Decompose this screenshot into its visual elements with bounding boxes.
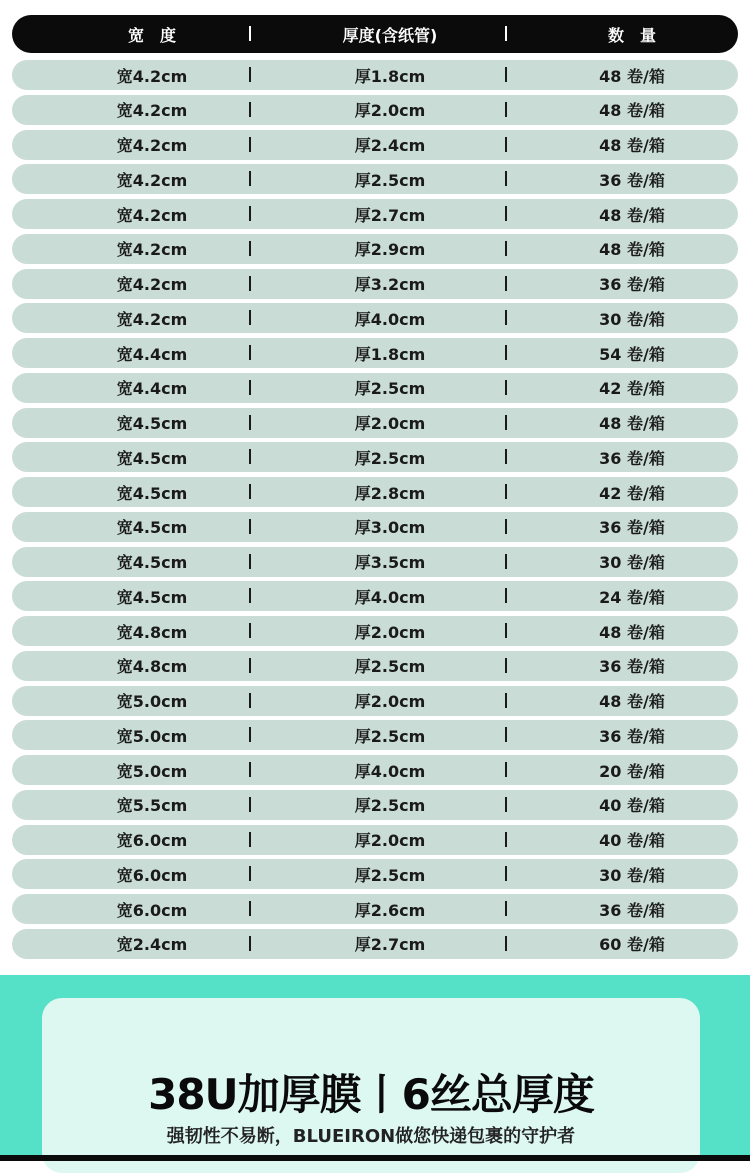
- table-row: [12, 616, 738, 646]
- cell-width: 宽4.2cm: [116, 275, 188, 294]
- cell-width: 宽5.0cm: [116, 692, 188, 711]
- table-row: [12, 408, 738, 438]
- cell-thickness: 厚2.8cm: [354, 483, 426, 503]
- column-divider: [505, 519, 507, 534]
- cell-thickness: 厚3.5cm: [354, 553, 426, 572]
- table-row: [12, 581, 738, 611]
- cell-thickness: 厚4.0cm: [354, 587, 426, 607]
- cell-quantity: 40 卷/箱: [599, 796, 665, 816]
- cell-quantity: 36 卷/箱: [599, 170, 665, 190]
- column-divider: [249, 901, 251, 916]
- cell-thickness: 厚2.9cm: [354, 240, 426, 260]
- promo-card: [42, 998, 700, 1173]
- cell-width: 宽4.2cm: [116, 66, 188, 86]
- cell-quantity: 42 卷/箱: [599, 483, 665, 503]
- column-divider: [505, 658, 507, 673]
- cell-quantity: 42 卷/箱: [599, 379, 665, 399]
- column-divider: [505, 241, 507, 256]
- column-divider: [249, 415, 251, 430]
- column-divider: [249, 727, 251, 742]
- cell-thickness: 厚2.5cm: [354, 726, 426, 746]
- cell-width: 宽4.5cm: [116, 448, 188, 468]
- cell-thickness: 厚2.7cm: [354, 935, 426, 955]
- column-divider: [249, 310, 251, 325]
- column-divider: [249, 206, 251, 221]
- cell-thickness: 厚2.4cm: [354, 136, 426, 155]
- column-divider: [505, 901, 507, 916]
- cell-thickness: 厚3.2cm: [354, 275, 426, 294]
- table-row: [12, 442, 738, 472]
- column-divider: [505, 623, 507, 638]
- cell-width: 宽4.4cm: [116, 344, 188, 364]
- cell-width: 宽4.2cm: [116, 309, 188, 329]
- table-row: [12, 303, 738, 333]
- column-divider: [249, 693, 251, 708]
- cell-width: 宽5.0cm: [116, 726, 188, 746]
- cell-width: 宽4.5cm: [116, 518, 188, 538]
- cell-width: 宽5.5cm: [116, 796, 188, 816]
- cell-width: 宽4.2cm: [116, 170, 188, 190]
- cell-thickness: 厚2.5cm: [354, 796, 426, 816]
- column-divider: [249, 762, 251, 777]
- column-divider: [249, 936, 251, 951]
- cell-width: 宽4.8cm: [116, 622, 188, 642]
- cell-quantity: 20 卷/箱: [599, 761, 665, 781]
- table-row: [12, 651, 738, 681]
- column-divider: [249, 137, 251, 152]
- table-row: [12, 199, 738, 229]
- cell-thickness: 厚2.5cm: [354, 657, 426, 677]
- table-row: [12, 338, 738, 368]
- cell-quantity: 30 卷/箱: [599, 309, 665, 329]
- column-divider: [505, 137, 507, 152]
- cell-thickness: 厚2.5cm: [354, 865, 426, 885]
- cell-thickness: 厚3.0cm: [354, 518, 426, 538]
- table-row: [12, 790, 738, 820]
- table-row: [12, 512, 738, 542]
- column-divider: [249, 832, 251, 847]
- cell-width: 宽4.2cm: [116, 240, 188, 260]
- cell-thickness: 厚2.7cm: [354, 205, 426, 225]
- column-divider: [505, 171, 507, 186]
- table-row: [12, 929, 738, 959]
- cell-width: 宽6.0cm: [116, 831, 188, 850]
- cell-width: 宽4.4cm: [116, 379, 188, 399]
- promo-subline: 强韧性不易断，BLUEIRON做您快递包裹的守护者: [166, 1126, 576, 1147]
- cell-quantity: 54 卷/箱: [599, 344, 665, 364]
- table-header: [12, 15, 738, 53]
- cell-thickness: 厚2.5cm: [354, 379, 426, 399]
- column-divider: [505, 484, 507, 499]
- cell-quantity: 24 卷/箱: [599, 587, 665, 607]
- column-divider: [249, 588, 251, 603]
- bottom-strip: [0, 1155, 750, 1161]
- cell-width: 宽2.4cm: [116, 935, 188, 955]
- column-divider: [505, 310, 507, 325]
- cell-quantity: 36 卷/箱: [599, 448, 665, 468]
- column-divider: [505, 449, 507, 464]
- column-divider: [249, 276, 251, 291]
- column-divider: [249, 623, 251, 638]
- promo-headline: 38U加厚膜丨6丝总厚度: [148, 1070, 594, 1119]
- cell-quantity: 36 卷/箱: [599, 726, 665, 746]
- column-divider: [505, 797, 507, 812]
- cell-width: 宽5.0cm: [116, 761, 188, 781]
- column-divider: [505, 832, 507, 847]
- cell-quantity: 48 卷/箱: [599, 414, 665, 433]
- cell-width: 宽4.2cm: [116, 205, 188, 225]
- column-divider: [505, 380, 507, 395]
- table-row: [12, 859, 738, 889]
- column-divider: [249, 554, 251, 569]
- table-row: [12, 894, 738, 924]
- column-divider: [505, 866, 507, 881]
- column-divider: [249, 67, 251, 82]
- table-row: [12, 164, 738, 194]
- cell-width: 宽4.5cm: [116, 587, 188, 607]
- cell-quantity: 36 卷/箱: [599, 275, 665, 294]
- cell-quantity: 48 卷/箱: [599, 101, 665, 121]
- table-row: [12, 60, 738, 90]
- promo-banner: [0, 975, 750, 1161]
- cell-quantity: 30 卷/箱: [599, 865, 665, 885]
- column-divider: [505, 415, 507, 430]
- column-divider: [505, 26, 507, 41]
- column-divider: [505, 206, 507, 221]
- cell-quantity: 30 卷/箱: [599, 553, 665, 572]
- cell-thickness: 厚2.5cm: [354, 448, 426, 468]
- table-row: [12, 373, 738, 403]
- table-row: [12, 755, 738, 785]
- table-row: [12, 269, 738, 299]
- cell-thickness: 厚2.0cm: [354, 622, 426, 642]
- cell-quantity: 48 卷/箱: [599, 205, 665, 225]
- cell-quantity: 60 卷/箱: [599, 935, 665, 955]
- column-divider: [249, 519, 251, 534]
- column-divider: [505, 554, 507, 569]
- cell-quantity: 36 卷/箱: [599, 900, 665, 920]
- cell-quantity: 48 卷/箱: [599, 240, 665, 260]
- column-divider: [505, 102, 507, 117]
- cell-thickness: 厚4.0cm: [354, 309, 426, 329]
- cell-thickness: 厚2.0cm: [354, 101, 426, 121]
- cell-width: 宽4.8cm: [116, 657, 188, 677]
- column-divider: [249, 102, 251, 117]
- cell-quantity: 48 卷/箱: [599, 136, 665, 155]
- table-row: [12, 686, 738, 716]
- cell-quantity: 48 卷/箱: [599, 622, 665, 642]
- column-divider: [505, 276, 507, 291]
- cell-thickness: 厚2.5cm: [354, 170, 426, 190]
- cell-thickness: 厚2.0cm: [354, 414, 426, 433]
- cell-width: 宽4.5cm: [116, 553, 188, 572]
- column-divider: [505, 693, 507, 708]
- header-thickness: 厚度(含纸管): [342, 25, 438, 45]
- column-divider: [249, 484, 251, 499]
- column-divider: [249, 658, 251, 673]
- column-divider: [249, 241, 251, 256]
- column-divider: [249, 345, 251, 360]
- column-divider: [249, 797, 251, 812]
- table-row: [12, 234, 738, 264]
- column-divider: [505, 762, 507, 777]
- cell-width: 宽4.2cm: [116, 136, 188, 155]
- cell-width: 宽6.0cm: [116, 900, 188, 920]
- header-quantity: 数 量: [607, 25, 656, 45]
- cell-quantity: 36 卷/箱: [599, 657, 665, 677]
- column-divider: [249, 866, 251, 881]
- column-divider: [505, 588, 507, 603]
- cell-thickness: 厚2.0cm: [354, 692, 426, 711]
- cell-quantity: 40 卷/箱: [599, 831, 665, 850]
- table-row: [12, 547, 738, 577]
- cell-width: 宽6.0cm: [116, 865, 188, 885]
- column-divider: [505, 67, 507, 82]
- cell-width: 宽4.5cm: [116, 414, 188, 433]
- cell-quantity: 48 卷/箱: [599, 692, 665, 711]
- table-row: [12, 95, 738, 125]
- table-row: [12, 130, 738, 160]
- cell-thickness: 厚4.0cm: [354, 761, 426, 781]
- cell-thickness: 厚2.0cm: [354, 831, 426, 850]
- column-divider: [249, 449, 251, 464]
- cell-quantity: 48 卷/箱: [599, 66, 665, 86]
- header-width: 宽 度: [127, 25, 176, 45]
- table-row: [12, 720, 738, 750]
- cell-width: 宽4.2cm: [116, 101, 188, 121]
- table-row: [12, 477, 738, 507]
- cell-quantity: 36 卷/箱: [599, 518, 665, 538]
- cell-thickness: 厚1.8cm: [354, 66, 426, 86]
- column-divider: [249, 171, 251, 186]
- table-row: [12, 825, 738, 855]
- column-divider: [505, 936, 507, 951]
- cell-width: 宽4.5cm: [116, 483, 188, 503]
- cell-thickness: 厚2.6cm: [354, 900, 426, 920]
- column-divider: [249, 380, 251, 395]
- column-divider: [505, 727, 507, 742]
- column-divider: [505, 345, 507, 360]
- column-divider: [249, 26, 251, 41]
- cell-thickness: 厚1.8cm: [354, 344, 426, 364]
